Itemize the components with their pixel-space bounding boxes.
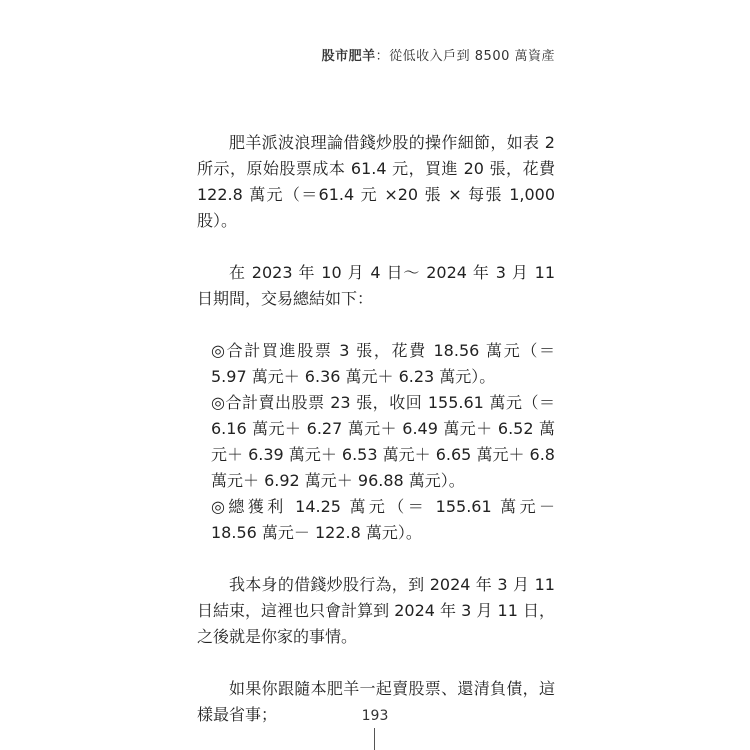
running-header	[322, 45, 555, 64]
paragraph-gap	[197, 546, 555, 572]
book-subtitle: 從低收入戶到 8500 萬資產	[389, 49, 555, 64]
page-number: 193	[361, 708, 389, 724]
paragraph-follow-advice: 如果你跟隨本肥羊一起賣股票、還清負債，這樣最省事；	[197, 679, 555, 724]
paragraph-trading-period: 在 2023 年 10 月 4 日～ 2024 年 3 月 11 日期間，交易總結如下：	[197, 263, 555, 308]
trade-summary-list	[197, 338, 555, 546]
page-number-rule	[374, 728, 375, 750]
summary-item-sell: ◎合計賣出股票 23 張，收回 155.61 萬元（＝ 6.16 萬元＋ 6.27 萬元＋ 6.49 萬元＋ 6.52 萬元＋ 6.39 萬元＋ 6.53 萬元＋ 6.65 萬元＋ 6.8 萬元＋ 6.92 萬元＋ 96.88 萬元）。	[211, 393, 555, 490]
paragraph-end-date: 我本身的借錢炒股行為，到 2024 年 3 月 11 日結束，這裡也只會計算到 2024 年 3 月 11 日，之後就是你家的事情。	[197, 575, 555, 646]
body-text	[197, 130, 555, 728]
summary-item-buy: ◎合計買進股票 3 張，花費 18.56 萬元（＝ 5.97 萬元＋ 6.36 萬元＋ 6.23 萬元）。	[211, 341, 555, 386]
book-title: 股市肥羊	[321, 49, 376, 64]
paragraph-gap	[197, 650, 555, 676]
paragraph-gap	[197, 312, 555, 338]
paragraph-operation-details: 肥羊派波浪理論借錢炒股的操作細節，如表 2 所示，原始股票成本 61.4 元，買進 20 張，花費 122.8 萬元（＝61.4 元 ×20 張 × 每張 1,000 股）。	[197, 133, 555, 230]
summary-item-profit: ◎總獲利 14.25 萬元（＝ 155.61 萬元－ 18.56 萬元－ 122.8 萬元）。	[211, 497, 555, 542]
paragraph-gap	[197, 234, 555, 260]
header-separator: ：	[375, 49, 390, 64]
